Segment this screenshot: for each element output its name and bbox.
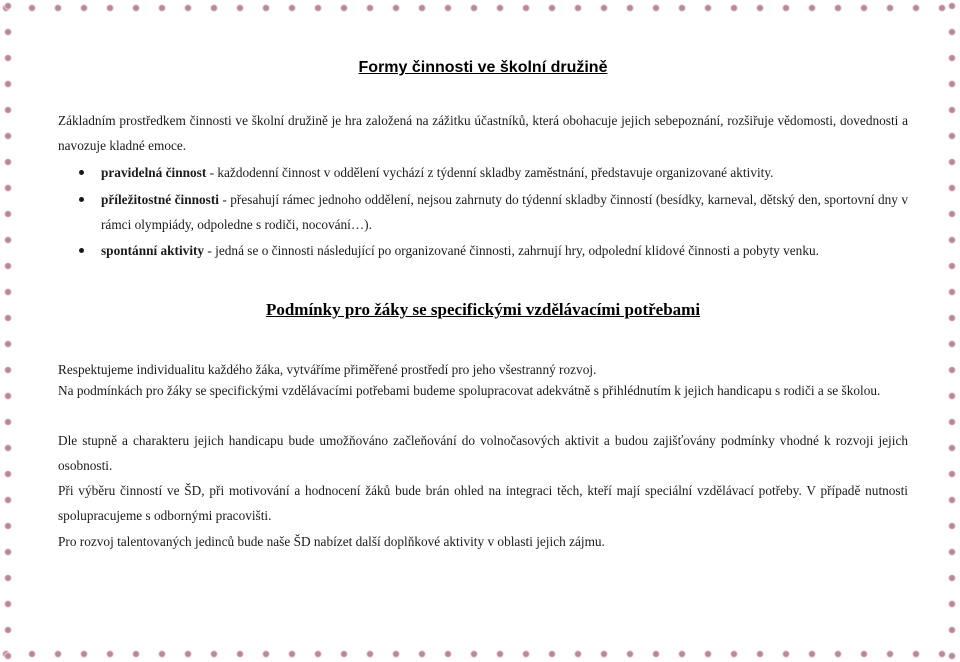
bullet-dot-icon: [79, 170, 84, 175]
list-item-text: - přesahují rámec jednoho oddělení, nejsou zahrnuty do týdenní skladby činností (besídky, karneval, dětský den, sportovní dny v rámci olympiády, odpoledne s rodiči, nocování…).: [101, 192, 908, 232]
list-item-term: spontánní aktivity: [101, 243, 205, 258]
decorative-border-bottom: [0, 648, 960, 660]
intro-paragraph: Základním prostředkem činnosti ve školní družině je hra založená na zážitku účastníků, která obohacuje jejich sebepoznání, rozšiřuje vědomosti, dovednosti a navozuje kladné emoce.: [58, 113, 908, 153]
paragraph: Pro rozvoj talentovaných jedinců bude naše ŠD nabízet další doplňkové aktivity v oblasti jejich zájmu.: [58, 534, 605, 549]
paragraph: Na podmínkách pro žáky se specifickými vzdělávacími potřebami budeme spolupracovat adekvátně s přihlédnutím k jejich handicapu s rodiči a se školou.: [58, 383, 881, 398]
paragraph: Respektujeme individualitu každého žáka, vytváříme přiměřené prostředí pro jeho všestranný rozvoj.: [58, 362, 597, 377]
paragraph: Při výběru činností ve ŠD, při motivování a hodnocení žáků bude brán ohled na integraci těch, kteří mají speciální vzdělávací potřeby. V případě nutnosti spolupracujeme s odbornými pracovišti.: [58, 483, 908, 523]
section-title-podminky: Podmínky pro žáky se specifickými vzdělávacími potřebami: [265, 300, 701, 319]
list-item-text: - jedná se o činnosti následující po organizované činnosti, zahrnují hry, odpolední klidové činnosti a pobyty venku.: [204, 243, 819, 258]
decorative-border-left: [2, 0, 14, 662]
paragraph: Dle stupně a charakteru jejich handicapu bude umožňováno začleňování do volnočasových aktivit a budou zajišťovány podmínky vhodné k rozvoji jejich osobnosti.: [58, 433, 908, 473]
list-item: [58, 187, 908, 237]
list-item-term: příležitostné činnosti: [101, 192, 219, 207]
bullet-dot-icon: [79, 248, 84, 253]
decorative-border-top: [0, 2, 960, 14]
list-item: [58, 160, 908, 185]
activity-list: [58, 160, 908, 263]
list-item-text: - každodenní činnost v oddělení vychází z týdenní skladby zaměstnání, představuje organizované aktivity.: [206, 165, 774, 180]
list-item: [58, 238, 908, 263]
decorative-border-right: [946, 0, 958, 662]
section-title-formy: Formy činnosti ve školní družině: [358, 59, 608, 76]
list-item-term: pravidelná činnost: [101, 165, 207, 180]
bullet-dot-icon: [79, 197, 84, 202]
